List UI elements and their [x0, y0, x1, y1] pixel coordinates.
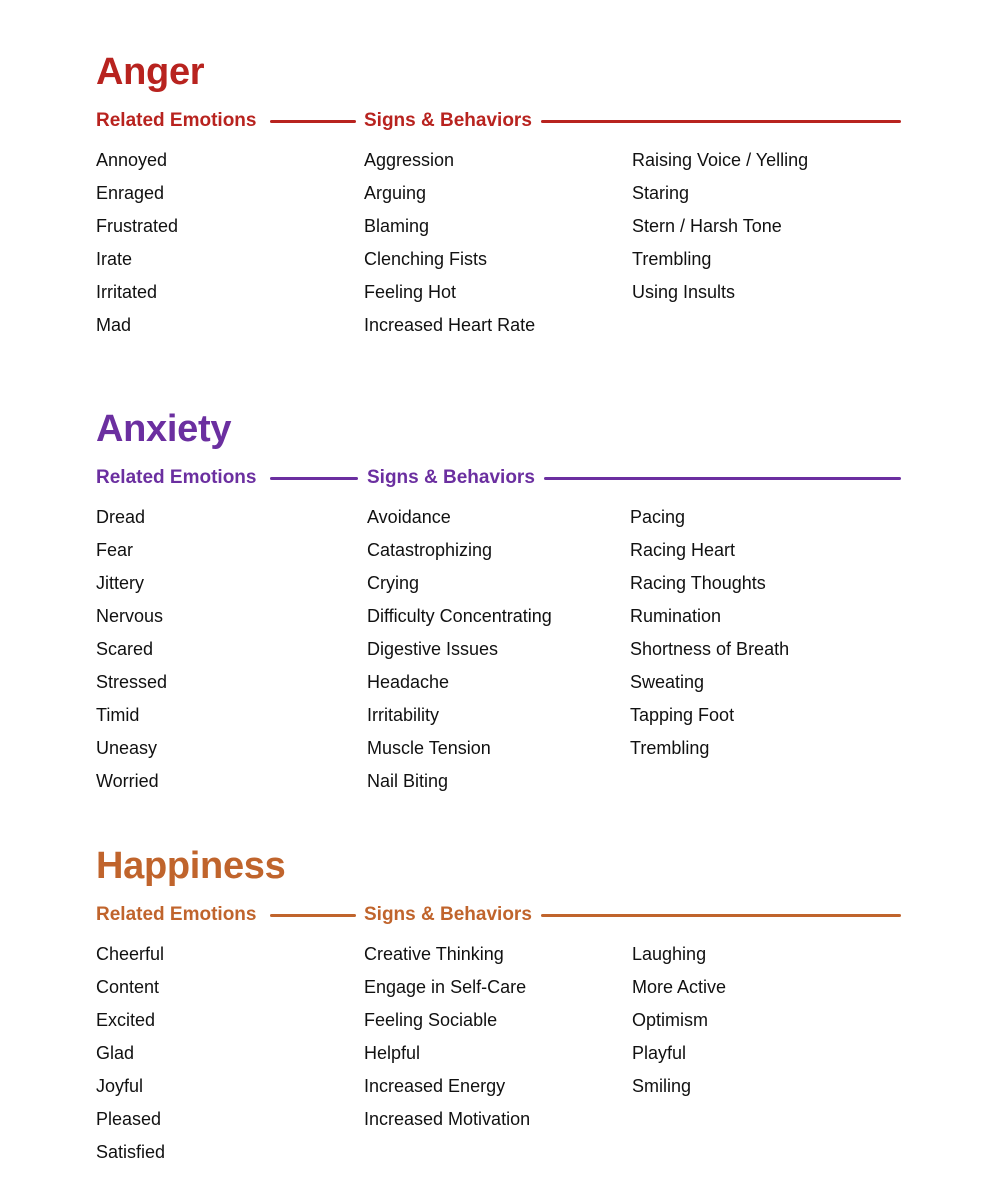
list-item: Worried: [96, 771, 159, 791]
list-item: Joyful: [96, 1076, 144, 1096]
list-item: Trembling: [630, 738, 710, 758]
list-item: Muscle Tension: [367, 738, 491, 758]
header-row: [96, 465, 902, 491]
list-item: More Active: [632, 977, 727, 997]
list-item: Frustrated: [96, 216, 179, 236]
list-item: Helpful: [364, 1043, 421, 1063]
list-item: Crying: [367, 573, 420, 593]
list-item: Raising Voice / Yelling: [632, 150, 809, 170]
signs-list-2: [632, 144, 808, 309]
list-item: Nail Biting: [367, 771, 449, 791]
list-item: Trembling: [632, 249, 712, 269]
list-item: Catastrophizing: [367, 540, 493, 560]
header-divider: [544, 477, 901, 480]
list-item: Stern / Harsh Tone: [632, 216, 782, 236]
signs-list-1: [364, 938, 530, 1136]
list-item: Pacing: [630, 507, 686, 527]
related-emotions-list: [96, 501, 167, 798]
list-item: Nervous: [96, 606, 164, 626]
section-title: Anger: [96, 51, 205, 93]
list-item: Playful: [632, 1043, 687, 1063]
list-item: Mad: [96, 315, 132, 335]
list-item: Avoidance: [367, 507, 451, 527]
section-anxiety: [96, 407, 902, 791]
list-item: Shortness of Breath: [630, 639, 790, 659]
list-item: Staring: [632, 183, 690, 203]
list-item: Irate: [96, 249, 133, 269]
list-item: Tapping Foot: [630, 705, 735, 725]
signs-behaviors-header: Signs & Behaviors: [367, 467, 535, 488]
list-item: Irritability: [367, 705, 440, 725]
signs-list-2: [632, 938, 726, 1103]
list-item: Satisfied: [96, 1142, 166, 1162]
list-item: Rumination: [630, 606, 722, 626]
list-item: Engage in Self-Care: [364, 977, 527, 997]
list-item: Fear: [96, 540, 134, 560]
related-emotions-list: [96, 938, 165, 1169]
list-item: Irritated: [96, 282, 158, 302]
related-emotions-header: Related Emotions: [96, 904, 257, 925]
section-anger: [96, 50, 902, 335]
signs-behaviors-header: Signs & Behaviors: [364, 110, 532, 131]
list-item: Smiling: [632, 1076, 692, 1096]
section-happiness: [96, 844, 902, 1162]
list-item: Sweating: [630, 672, 705, 692]
list-item: Excited: [96, 1010, 156, 1030]
list-item: Digestive Issues: [367, 639, 499, 659]
header-divider: [270, 477, 358, 480]
list-item: Pleased: [96, 1109, 162, 1129]
list-item: Racing Thoughts: [630, 573, 766, 593]
header-divider: [270, 914, 356, 917]
list-item: Racing Heart: [630, 540, 736, 560]
list-item: Enraged: [96, 183, 165, 203]
list-item: Stressed: [96, 672, 168, 692]
section-title: Happiness: [96, 845, 286, 887]
list-item: Difficulty Concentrating: [367, 606, 552, 626]
list-item: Glad: [96, 1043, 135, 1063]
list-item: Clenching Fists: [364, 249, 488, 269]
signs-list-1: [367, 501, 552, 798]
list-item: Using Insults: [632, 282, 736, 302]
related-emotions-header: Related Emotions: [96, 467, 257, 488]
list-item: Annoyed: [96, 150, 168, 170]
list-item: Arguing: [364, 183, 427, 203]
list-item: Aggression: [364, 150, 455, 170]
list-item: Laughing: [632, 944, 707, 964]
list-item: Optimism: [632, 1010, 708, 1030]
list-item: Increased Energy: [364, 1076, 506, 1096]
header-divider: [541, 914, 901, 917]
list-item: Scared: [96, 639, 154, 659]
related-emotions-header: Related Emotions: [96, 110, 257, 131]
signs-list-2: [630, 501, 789, 765]
list-item: Blaming: [364, 216, 430, 236]
list-item: Timid: [96, 705, 140, 725]
list-item: Increased Heart Rate: [364, 315, 536, 335]
header-divider: [270, 120, 356, 123]
list-item: Feeling Hot: [364, 282, 457, 302]
related-emotions-list: [96, 144, 178, 342]
section-title: Anxiety: [96, 408, 232, 450]
list-item: Increased Motivation: [364, 1109, 531, 1129]
signs-behaviors-header: Signs & Behaviors: [364, 904, 532, 925]
signs-list-1: [364, 144, 535, 342]
header-row: [96, 108, 902, 134]
header-divider: [541, 120, 901, 123]
list-item: Cheerful: [96, 944, 165, 964]
list-item: Headache: [367, 672, 450, 692]
list-item: Uneasy: [96, 738, 158, 758]
list-item: Jittery: [96, 573, 145, 593]
header-row: [96, 902, 902, 928]
list-item: Feeling Sociable: [364, 1010, 498, 1030]
list-item: Creative Thinking: [364, 944, 504, 964]
list-item: Content: [96, 977, 160, 997]
list-item: Dread: [96, 507, 146, 527]
